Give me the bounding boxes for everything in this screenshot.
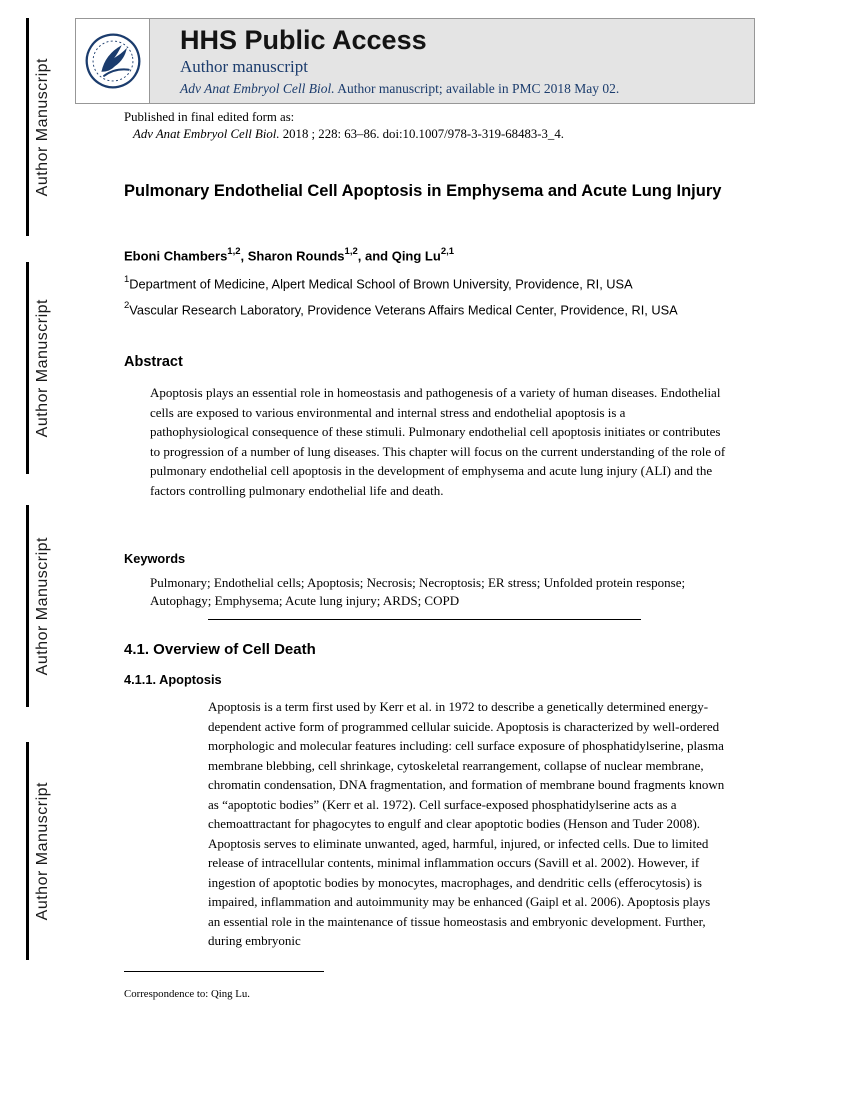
affiliation-superscript: 2 xyxy=(124,300,130,311)
author-superscript: 1,2 xyxy=(344,246,358,257)
author-name: Eboni Chambers xyxy=(124,248,228,264)
affiliation-superscript: 1 xyxy=(124,274,130,285)
header-subtitle: Author manuscript xyxy=(180,57,308,76)
page-title: Pulmonary Endothelial Cell Apoptosis in Emphysema and Acute Lung Injury xyxy=(124,182,722,200)
watermark-text: Author Manuscript xyxy=(33,57,51,197)
hhs-seal-icon xyxy=(76,19,150,103)
watermark-text: Author Manuscript xyxy=(33,298,51,438)
watermark-text: Author Manuscript xyxy=(33,781,51,921)
affiliation xyxy=(124,297,714,319)
watermark-line xyxy=(26,742,29,960)
keywords-text: Pulmonary; Endothelial cells; Apoptosis; Necrosis; Necroptosis; ER stress; Unfolded protein response; Autophagy; Emphysema; Acute lung injury; ARDS; COPD xyxy=(150,575,686,608)
correspondence-note: Correspondence to: Qing Lu. xyxy=(124,988,250,1000)
watermark-line xyxy=(26,18,29,236)
keywords-heading: Keywords xyxy=(124,551,186,566)
published-journal-name: Adv Anat Embryol Cell Biol. xyxy=(133,127,280,141)
subsection-heading: 4.1.1. Apoptosis xyxy=(124,672,222,687)
affiliation-text: Vascular Research Laboratory, Providence Veterans Affairs Medical Center, Providence, RI, USA xyxy=(129,302,678,318)
author-separator: , xyxy=(240,248,248,264)
author-superscript: 2,1 xyxy=(440,246,455,257)
sidebar-watermark xyxy=(26,262,52,474)
affiliation-text: Department of Medicine, Alpert Medical School of Brown University, Providence, RI, USA xyxy=(129,276,633,292)
abstract-heading: Abstract xyxy=(124,354,183,370)
hhs-header xyxy=(75,18,755,104)
published-block xyxy=(124,109,564,143)
header-journal-name: Adv Anat Embryol Cell Biol. xyxy=(180,81,335,96)
watermark-text: Author Manuscript xyxy=(33,536,51,676)
sidebar-watermark xyxy=(26,505,52,707)
header-text-block xyxy=(150,19,619,103)
sidebar-watermark xyxy=(26,742,52,960)
header-availability: Author manuscript; available in PMC 2018 May 02. xyxy=(334,81,620,96)
abstract-text: Apoptosis plays an essential role in homeostasis and pathogenesis of a variety of human diseases. Endothelial cells are exposed to various environmental and internal stress and endothelial apoptosis is a pathophysiological consequence of these stimuli. Pulmonary endothelial cell apoptosis initiates or contributes to progression of a number of lung diseases. This chapter will focus on the current understanding of the role of pulmonary endothelial cell apoptosis in the development of emphysema and acute lung injury (ALI) and the factors controlling pulmonary endothelial life and death. xyxy=(150,385,726,498)
author-name: Qing Lu xyxy=(391,248,441,264)
published-citation xyxy=(133,126,564,143)
sidebar-watermark xyxy=(26,18,52,236)
published-label: Published in final edited form as: xyxy=(124,110,295,124)
section-heading: 4.1. Overview of Cell Death xyxy=(124,641,316,658)
keywords-divider xyxy=(208,619,641,620)
author-separator: , and xyxy=(357,248,392,264)
watermark-line xyxy=(26,505,29,707)
header-citation xyxy=(180,81,619,97)
author-superscript: 1,2 xyxy=(227,246,241,257)
header-title: HHS Public Access xyxy=(180,25,427,55)
footnote-divider xyxy=(124,971,324,972)
affiliation xyxy=(124,271,714,293)
authors-line xyxy=(124,247,454,263)
section-text: Apoptosis is a term first used by Kerr et al. in 1972 to describe a genetically determined energy-dependent active form of programmed cellular suicide. Apoptosis is characterized by well-ordered morphologic and molecular features including: cell surface exposure of phosphatidylserine, plasma membrane blebbing, cell shrinkage, cytoskeletal rearrangement, collapse of nuclear membrane, chromatin condensation, DNA fragmentation, and formation of membrane bound fragments known as “apoptotic bodies” (Kerr et al. 1972). Cell surface-exposed phosphatidylserine acts as a chemoattractant for phagocytes to engulf and clear apoptotic bodies (Henson and Tuder 2008). Apoptosis serves to eliminate unwanted, aged, harmful, injured, or infected cells. Due to limited release of intracellular contents, minimal inflammation occurs (Savill et al. 2002). However, if ingestion of apoptotic bodies by monocytes, macrophages, and dendritic cells (efferocytosis) is impaired, inflammation and autoimmunity may be enhanced (Gaipl et al. 2006). Apoptosis plays an essential role in the maintenance of tissue homeostasis and embryonic development. Further, during embryonic xyxy=(208,699,725,948)
watermark-line xyxy=(26,262,29,474)
author-name: Sharon Rounds xyxy=(247,248,345,264)
published-citation-detail: 2018 ; 228: 63–86. doi:10.1007/978-3-319-68483-3_4. xyxy=(279,127,564,141)
